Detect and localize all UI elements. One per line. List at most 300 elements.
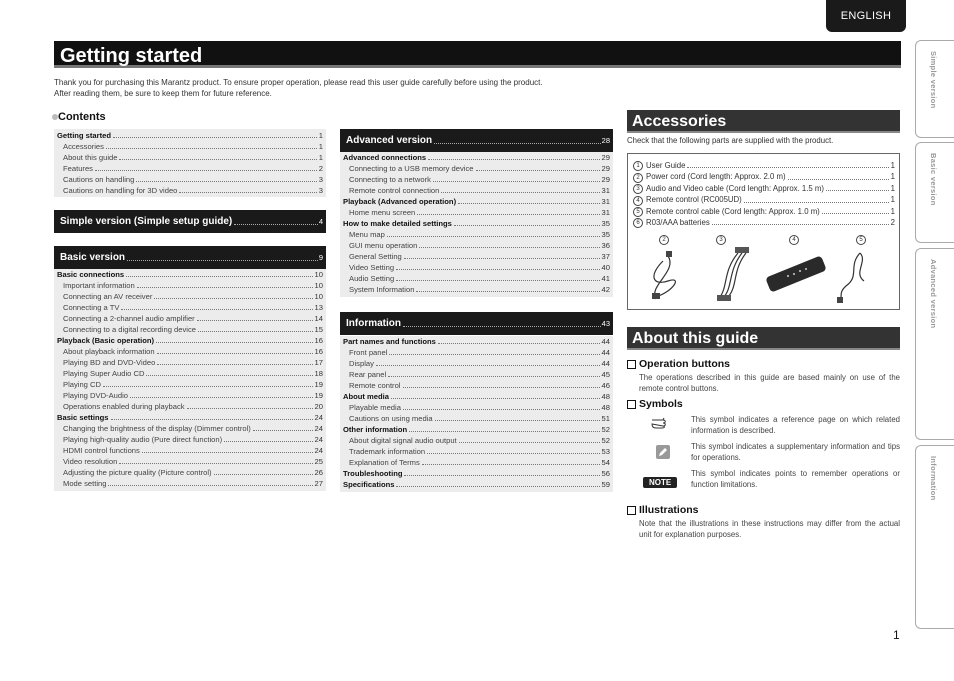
toc-entry[interactable] <box>57 478 323 489</box>
dot-leader <box>422 464 600 465</box>
dot-leader <box>396 280 599 281</box>
dot-leader <box>459 442 600 443</box>
dot-leader <box>403 409 600 410</box>
toc-entry-title: Important information <box>63 281 135 290</box>
toc-entry-page: 18 <box>314 369 323 378</box>
toc-basic-version-link[interactable] <box>54 246 326 269</box>
toc-entry[interactable] <box>57 152 323 163</box>
toc-entry-title: Adjusting the picture quality (Picture control) <box>63 468 212 477</box>
information-label: Information <box>346 318 401 329</box>
dot-leader <box>433 181 600 182</box>
toc-entry-title: Video Setting <box>349 263 395 272</box>
toc-entry-page: 44 <box>601 348 610 357</box>
toc-entry[interactable] <box>343 435 610 446</box>
toc-entry-page: 13 <box>314 303 323 312</box>
side-tab-label: Simple version <box>929 51 938 109</box>
toc-entry-title: Playback (Basic operation) <box>57 336 155 345</box>
dot-leader <box>197 320 313 321</box>
toc-entry-title: Cautions on using media <box>349 414 433 423</box>
toc-entry-title: Display <box>349 359 374 368</box>
toc-entry-title: Features <box>63 164 93 173</box>
dot-leader <box>95 170 317 171</box>
toc-entry-page: 37 <box>601 252 610 261</box>
side-tab-simple-version[interactable] <box>915 40 954 138</box>
dot-leader <box>106 148 317 149</box>
accessory-item <box>633 160 895 171</box>
basic-version-page: 9 <box>318 253 323 262</box>
toc-entry-title: Connecting a TV <box>63 303 120 312</box>
about-guide-title: About this guide <box>627 327 900 350</box>
dot-leader <box>476 170 600 171</box>
dot-leader <box>454 225 600 226</box>
accessory-page: 1 <box>890 206 895 216</box>
toc-entry[interactable] <box>57 379 323 390</box>
toc-entry-title: Remote control <box>349 381 401 390</box>
toc-entry-page: 14 <box>314 314 323 323</box>
accessories-box <box>627 153 900 310</box>
dot-leader <box>396 269 600 270</box>
symbol-note-badge <box>643 472 677 490</box>
basic-version-label: Basic version <box>60 252 126 263</box>
toc-entry-page: 25 <box>314 457 323 466</box>
accessory-item <box>633 206 895 217</box>
operation-buttons-title: Operation buttons <box>639 358 730 370</box>
toc-entry[interactable] <box>343 358 610 369</box>
dot-leader <box>826 190 889 191</box>
toc-entry-title: Playing CD <box>63 380 101 389</box>
pointing-hand-icon <box>651 416 671 430</box>
toc-entry-page: 45 <box>601 370 610 379</box>
toc-entry-page: 56 <box>601 469 610 478</box>
item-number: 5 <box>633 207 643 217</box>
toc-entry-page: 17 <box>314 358 323 367</box>
operation-buttons-text: The operations described in this guide are based mainly on use of the remote control buttons. <box>639 373 900 393</box>
toc-entry-page: 27 <box>314 479 323 488</box>
power-cord-image <box>652 251 675 299</box>
checkbox-icon <box>627 506 636 515</box>
accessory-name: Audio and Video cable (Cord length: Approx. 1.5 m) <box>646 183 824 193</box>
toc-entry-page: 46 <box>601 381 610 390</box>
dot-leader <box>142 452 313 453</box>
toc-entry-page: 1 <box>318 153 323 162</box>
toc-entry-page: 19 <box>314 391 323 400</box>
dot-leader <box>136 181 316 182</box>
toc-entry[interactable] <box>343 262 610 273</box>
toc-entry-title: Accessories <box>63 142 104 151</box>
accessory-name: Power cord (Cord length: Approx. 2.0 m) <box>646 172 786 182</box>
remote-control-image <box>765 255 827 292</box>
item-number: 2 <box>633 173 643 183</box>
side-tab-information[interactable] <box>915 445 954 629</box>
toc-entry-title: About playback information <box>63 347 155 356</box>
toc-entry-page: 31 <box>601 186 610 195</box>
toc-entry-title: About this guide <box>63 153 118 162</box>
dot-leader <box>119 463 312 464</box>
toc-entry[interactable] <box>343 457 610 468</box>
toc-entry-title: Mode setting <box>63 479 107 488</box>
toc-entry-title: Playing DVD-Audio <box>63 391 128 400</box>
dot-leader <box>788 179 889 180</box>
toc-entry[interactable] <box>57 368 323 379</box>
toc-entry-page: 31 <box>601 197 610 206</box>
toc-entry-page: 26 <box>314 468 323 477</box>
toc-entry[interactable] <box>343 284 610 295</box>
dot-leader <box>388 376 599 377</box>
toc-entry[interactable] <box>57 313 323 324</box>
contents-heading <box>56 111 106 123</box>
toc-entry-title: Trademark information <box>349 447 426 456</box>
toc-entry[interactable] <box>57 467 323 478</box>
illustrations-text: Note that the illustrations in these instructions may differ from the actual unit for explanation purposes. <box>639 519 900 539</box>
dot-leader <box>108 485 312 486</box>
toc-entry-page: 16 <box>314 347 323 356</box>
dot-leader <box>712 224 889 225</box>
side-tab-label: Advanced version <box>929 259 938 329</box>
toc-entry-title: Remote control connection <box>349 186 440 195</box>
side-tab-label: Information <box>929 456 938 501</box>
toc-entry-page: 52 <box>601 425 610 434</box>
item-number: 1 <box>633 161 643 171</box>
symbol-tip-icon <box>656 445 670 459</box>
symbol-reference-text: This symbol indicates a reference page on which related information is described. <box>691 415 900 435</box>
toc-entry[interactable] <box>57 141 323 152</box>
dot-leader <box>427 453 599 454</box>
toc-entry-title: HDMI control functions <box>63 446 140 455</box>
dot-leader <box>428 159 599 160</box>
toc-entry-page: 59 <box>601 480 610 489</box>
dot-leader <box>103 386 313 387</box>
dot-leader <box>409 431 599 432</box>
intro-text <box>54 77 654 99</box>
toc-entry[interactable] <box>57 412 323 423</box>
toc-entry-page: 19 <box>314 380 323 389</box>
toc-entry-page: 48 <box>601 392 610 401</box>
av-cable-image <box>717 247 749 301</box>
dot-leader <box>396 486 599 487</box>
illustration-label-2: 2 <box>659 235 669 245</box>
dot-leader <box>687 167 888 168</box>
dot-leader <box>214 474 313 475</box>
illustrations-heading <box>627 504 699 516</box>
toc-entry-page: 10 <box>314 281 323 290</box>
toc-entry[interactable] <box>57 346 323 357</box>
toc-entry[interactable] <box>57 174 323 185</box>
dot-leader <box>435 420 600 421</box>
toc-entry-title: Other information <box>343 425 408 434</box>
toc-entry[interactable] <box>343 380 610 391</box>
toc-entry[interactable] <box>343 391 610 402</box>
toc-entry[interactable] <box>57 163 323 174</box>
toc-entry[interactable] <box>343 174 610 185</box>
toc-entry[interactable] <box>343 251 610 262</box>
accessory-name: Remote control cable (Cord length: Approx. 1.0 m) <box>646 206 820 216</box>
toc-entry-title: System Information <box>349 285 415 294</box>
toc-entry-page: 24 <box>314 435 323 444</box>
pencil-icon <box>656 445 670 459</box>
accessory-item <box>633 171 895 182</box>
toc-entry[interactable] <box>343 479 610 490</box>
toc-entry-page: 15 <box>314 325 323 334</box>
toc-entry-page: 41 <box>601 274 610 283</box>
toc-entry-page: 24 <box>314 446 323 455</box>
toc-entry[interactable] <box>343 196 610 207</box>
illustration-label-4: 4 <box>789 235 799 245</box>
accessory-item <box>633 217 895 228</box>
toc-entry-page: 48 <box>601 403 610 412</box>
toc-entry-page: 29 <box>601 153 610 162</box>
toc-entry-title: Audio Setting <box>349 274 395 283</box>
dot-leader <box>198 331 313 332</box>
toc-entry-title: Playing Super Audio CD <box>63 369 145 378</box>
dot-leader <box>126 276 312 277</box>
accessory-page: 1 <box>890 183 895 193</box>
toc-information-link[interactable] <box>340 312 613 335</box>
toc-entry[interactable] <box>343 402 610 413</box>
dot-leader <box>391 398 600 399</box>
toc-entry-page: 2 <box>318 164 323 173</box>
toc-entry-title: Playing BD and DVD-Video <box>63 358 156 367</box>
toc-entry[interactable] <box>57 390 323 401</box>
accessories-title: Accessories <box>627 110 900 133</box>
toc-entry-page: 24 <box>314 424 323 433</box>
intro-line-1: Thank you for purchasing this Marantz product. To ensure proper operation, please read this user guide carefully before using the product. <box>54 78 543 87</box>
dot-leader <box>387 236 600 237</box>
toc-entry-title: Playing high-quality audio (Pure direct function) <box>63 435 223 444</box>
dot-leader <box>253 430 313 431</box>
intro-line-2: After reading them, be sure to keep them for future reference. <box>54 89 272 98</box>
toc-entry[interactable] <box>343 347 610 358</box>
toc-entry[interactable] <box>57 401 323 412</box>
toc-entry[interactable] <box>57 185 323 196</box>
toc-entry-title: Playback (Advanced operation) <box>343 197 457 206</box>
side-tab-advanced-version[interactable] <box>915 248 954 440</box>
toc-entry-title: Home menu screen <box>349 208 416 217</box>
checkbox-icon <box>627 360 636 369</box>
toc-entry-title: How to make detailed settings <box>343 219 452 228</box>
toc-entry-title: Explanation of Terms <box>349 458 420 467</box>
toc-entry-page: 36 <box>601 241 610 250</box>
toc-entry[interactable] <box>343 424 610 435</box>
operation-buttons-heading <box>627 358 730 370</box>
toc-entry-title: Changing the brightness of the display (Dimmer control) <box>63 424 251 433</box>
dot-leader <box>119 159 316 160</box>
toc-entry-title: GUI menu operation <box>349 241 418 250</box>
toc-getting-started <box>54 129 326 197</box>
toc-advanced-version-link[interactable] <box>340 129 613 152</box>
toc-entry-title: Cautions on handling <box>63 175 135 184</box>
symbol-reference-icon <box>651 416 671 435</box>
illustration-label-5: 5 <box>856 235 866 245</box>
accessory-page: 1 <box>890 172 895 182</box>
toc-entry[interactable] <box>57 335 323 346</box>
side-tab-basic-version[interactable] <box>915 142 954 243</box>
toc-entry-page: 31 <box>601 208 610 217</box>
toc-entry[interactable] <box>343 218 610 229</box>
dot-leader <box>419 247 599 248</box>
checkbox-icon <box>627 400 636 409</box>
toc-entry-title: Operations enabled during playback <box>63 402 185 411</box>
toc-entry[interactable] <box>57 445 323 456</box>
toc-entry-page: 35 <box>601 219 610 228</box>
toc-entry[interactable] <box>57 269 323 280</box>
symbols-heading <box>627 398 683 410</box>
dot-leader <box>157 364 312 365</box>
toc-entry-title: Connecting an AV receiver <box>63 292 153 301</box>
dot-leader <box>187 408 313 409</box>
toc-entry-title: About media <box>343 392 389 401</box>
dot-leader <box>404 475 599 476</box>
toc-entry-title: Troubleshooting <box>343 469 403 478</box>
side-tab-label: Basic version <box>929 153 938 206</box>
simple-version-label: Simple version (Simple setup guide) <box>60 216 233 227</box>
toc-entry-page: 20 <box>314 402 323 411</box>
dot-leader <box>404 258 600 259</box>
toc-advanced-version <box>340 152 613 297</box>
toc-entry-title: Connecting to a digital recording device <box>63 325 196 334</box>
dot-leader <box>403 387 600 388</box>
toc-entry-page: 51 <box>601 414 610 423</box>
toc-entry-title: Connecting a 2-channel audio amplifier <box>63 314 195 323</box>
page-title: Getting started <box>54 41 901 68</box>
toc-entry[interactable] <box>343 369 610 380</box>
toc-entry-title: General Setting <box>349 252 402 261</box>
toc-entry[interactable] <box>343 207 610 218</box>
accessory-page: 1 <box>890 195 895 205</box>
accessory-item <box>633 183 895 194</box>
dot-leader <box>438 343 600 344</box>
accessory-name: Remote control (RC005UD) <box>646 195 742 205</box>
toc-entry-page: 1 <box>318 131 323 140</box>
toc-entry-page: 44 <box>601 337 610 346</box>
toc-entry-title: Basic connections <box>57 270 125 279</box>
toc-entry-title: Video resolution <box>63 457 118 466</box>
toc-entry-title: Menu map <box>349 230 385 239</box>
dot-leader <box>111 419 313 420</box>
dot-leader <box>130 397 313 398</box>
toc-entry-page: 24 <box>314 413 323 422</box>
dot-leader <box>441 192 599 193</box>
illustration-label-3: 3 <box>716 235 726 245</box>
accessory-name: User Guide <box>646 161 686 170</box>
toc-entry-page: 3 <box>318 186 323 195</box>
dot-leader <box>179 192 316 193</box>
toc-entry-title: Advanced connections <box>343 153 427 162</box>
toc-entry[interactable] <box>57 130 323 141</box>
toc-entry-page: 29 <box>601 164 610 173</box>
toc-entry[interactable] <box>343 413 610 424</box>
toc-entry-title: Front panel <box>349 348 388 357</box>
toc-entry[interactable] <box>57 280 323 291</box>
toc-entry[interactable] <box>57 434 323 445</box>
illustrations-title: Illustrations <box>639 504 699 516</box>
toc-entry[interactable] <box>343 273 610 284</box>
toc-entry-title: Getting started <box>57 131 112 140</box>
toc-entry-page: 54 <box>601 458 610 467</box>
toc-entry-title: Part names and functions <box>343 337 436 346</box>
accessories-note: Check that the following parts are supplied with the product. <box>627 136 834 145</box>
toc-entry[interactable] <box>343 152 610 163</box>
toc-entry[interactable] <box>343 446 610 457</box>
information-page: 43 <box>601 319 610 328</box>
toc-entry-page: 42 <box>601 285 610 294</box>
dot-leader <box>822 213 889 214</box>
toc-entry-page: 29 <box>601 175 610 184</box>
toc-entry[interactable] <box>343 163 610 174</box>
toc-entry[interactable] <box>57 423 323 434</box>
toc-simple-version-link[interactable] <box>54 210 326 233</box>
dot-leader <box>137 287 313 288</box>
toc-basic-version <box>54 269 326 491</box>
toc-entry-title: Specifications <box>343 480 395 489</box>
language-tab[interactable]: ENGLISH <box>826 0 906 32</box>
dot-leader <box>121 309 312 310</box>
simple-version-page: 4 <box>318 217 323 226</box>
accessory-item <box>633 194 895 205</box>
toc-entry-page: 10 <box>314 292 323 301</box>
symbol-note-text: This symbol indicates points to remember operations or function limitations. <box>691 469 900 489</box>
toc-entry-page: 52 <box>601 436 610 445</box>
toc-entry-page: 1 <box>318 142 323 151</box>
toc-entry[interactable] <box>343 240 610 251</box>
symbols-title: Symbols <box>639 398 683 410</box>
toc-entry-page: 16 <box>314 336 323 345</box>
dot-leader <box>146 375 312 376</box>
toc-entry-page: 44 <box>601 359 610 368</box>
toc-entry[interactable] <box>343 336 610 347</box>
contents-title: Contents <box>58 111 106 123</box>
dot-leader <box>157 353 313 354</box>
toc-entry[interactable] <box>343 229 610 240</box>
toc-entry[interactable] <box>57 456 323 467</box>
dot-leader <box>417 214 599 215</box>
item-number: 6 <box>633 218 643 228</box>
toc-entry[interactable] <box>343 185 610 196</box>
toc-entry-title: Playable media <box>349 403 401 412</box>
item-number: 3 <box>633 184 643 194</box>
toc-entry[interactable] <box>57 302 323 313</box>
toc-entry-title: Cautions on handling for 3D video <box>63 186 178 195</box>
dot-leader <box>113 137 317 138</box>
toc-entry-page: 10 <box>314 270 323 279</box>
dot-leader <box>389 354 599 355</box>
remote-cable-image <box>837 253 864 303</box>
advanced-version-label: Advanced version <box>346 135 433 146</box>
toc-entry[interactable] <box>57 324 323 335</box>
dot-leader <box>224 441 312 442</box>
toc-entry-page: 53 <box>601 447 610 456</box>
toc-entry-title: Rear panel <box>349 370 387 379</box>
item-number: 4 <box>633 196 643 206</box>
toc-entry[interactable] <box>343 468 610 479</box>
dot-leader <box>154 298 312 299</box>
toc-entry-page: 35 <box>601 230 610 239</box>
toc-entry-title: Connecting to a network <box>349 175 431 184</box>
toc-entry-page: 3 <box>318 175 323 184</box>
accessories-list <box>633 160 895 228</box>
accessory-page: 1 <box>890 161 895 170</box>
toc-entry-title: Connecting to a USB memory device <box>349 164 474 173</box>
symbol-tip-text: This symbol indicates a supplementary information and tips for operations. <box>691 442 900 462</box>
toc-information <box>340 336 613 492</box>
advanced-version-page: 28 <box>601 136 610 145</box>
dot-leader <box>458 203 599 204</box>
dot-leader <box>416 291 599 292</box>
toc-entry[interactable] <box>57 357 323 368</box>
page-number: 1 <box>893 628 900 642</box>
toc-entry[interactable] <box>57 291 323 302</box>
note-badge: NOTE <box>643 477 677 488</box>
dot-leader <box>744 202 889 203</box>
